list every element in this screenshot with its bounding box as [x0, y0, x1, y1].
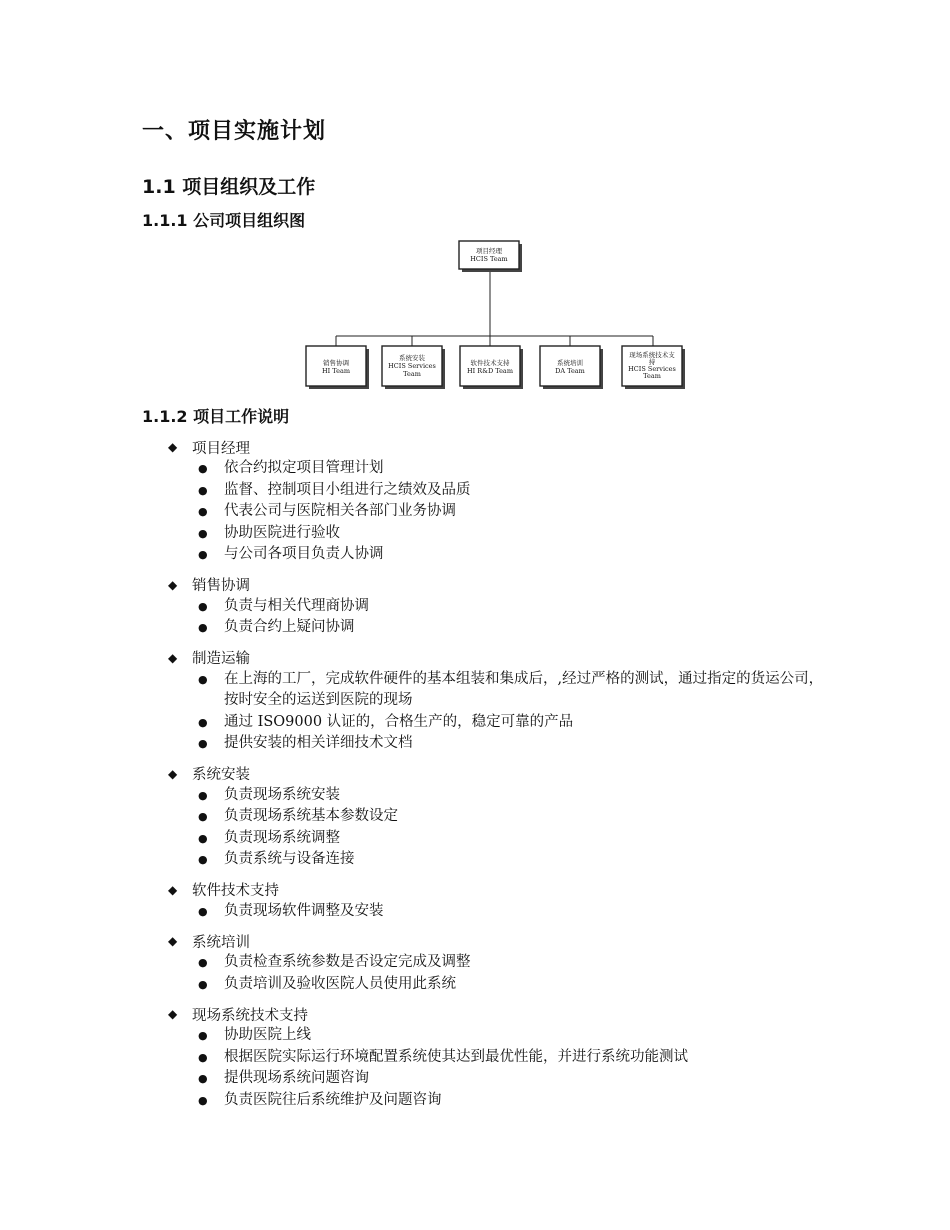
list-item-text: 监督、控制项目小组进行之绩效及品质 — [224, 481, 471, 498]
list-item-text: 代表公司与医院相关各部门业务协调 — [224, 503, 456, 519]
org-node-team: HCIS Services — [628, 365, 676, 373]
list-item-text: 负责培训及验收医院人员使用此系统 — [224, 975, 456, 992]
work-item-list — [168, 952, 828, 995]
bullet-dot-icon: ● — [198, 977, 208, 991]
list-item — [168, 458, 828, 480]
org-node-label: 系统培训 — [557, 359, 583, 367]
work-section — [168, 763, 828, 871]
work-section-title: 现场系统技术支持 — [192, 1007, 308, 1024]
list-item — [168, 1090, 828, 1112]
work-section-title: 系统安装 — [192, 767, 250, 783]
org-node-team: HI R&D Team — [467, 367, 513, 375]
list-item-text: 负责现场系统安装 — [224, 786, 340, 803]
list-item — [168, 1068, 828, 1090]
list-item — [168, 806, 828, 828]
org-node-field-support — [622, 346, 685, 389]
list-item-text: 负责现场软件调整及安装 — [224, 902, 384, 919]
list-item-text: 依合约拟定项目管理计划 — [224, 460, 384, 476]
page-title: 一、项目实施计划 — [142, 119, 327, 144]
list-item — [168, 617, 828, 639]
work-item-list — [168, 669, 828, 755]
diamond-bullet-icon: ◆ — [168, 650, 178, 665]
bullet-dot-icon: ● — [198, 672, 208, 686]
subsection-heading-org: 1.1.1 公司项目组织图 — [142, 211, 306, 230]
list-item — [168, 785, 828, 807]
list-item-text: 协助医院上线 — [224, 1027, 311, 1043]
org-node-team: HCIS Services — [388, 362, 436, 370]
list-item — [168, 901, 828, 923]
work-section-header — [168, 930, 828, 952]
org-node-sales — [306, 346, 369, 389]
list-item-text: 负责与相关代理商协调 — [224, 597, 369, 614]
work-item-list — [168, 1025, 828, 1111]
org-node-training — [540, 346, 603, 389]
org-chart — [300, 238, 695, 396]
work-item-list — [168, 596, 828, 639]
work-description-list — [168, 436, 828, 1119]
work-section-header — [168, 763, 828, 785]
list-item-text: 负责合约上疑问协调 — [224, 619, 355, 635]
org-node-label: 现场系统技术支 — [629, 351, 675, 359]
list-item-text: 提供安装的相关详细技术文档 — [224, 735, 413, 751]
list-item — [168, 1047, 828, 1069]
work-section-title: 项目经理 — [192, 440, 250, 457]
bullet-dot-icon: ● — [198, 715, 208, 729]
list-item-text: 负责现场系统基本参数设定 — [224, 808, 398, 824]
work-section — [168, 930, 828, 995]
list-item-text: 负责医院往后系统维护及问题咨询 — [224, 1091, 442, 1108]
bullet-dot-icon: ● — [198, 599, 208, 613]
work-section — [168, 1003, 828, 1111]
bullet-dot-icon: ● — [198, 1050, 208, 1064]
work-section-title: 系统培训 — [192, 934, 250, 951]
bullet-dot-icon: ● — [198, 956, 208, 969]
bullet-dot-icon: ● — [198, 788, 208, 802]
list-item — [168, 596, 828, 618]
org-node-team: HI Team — [321, 367, 351, 375]
bullet-dot-icon: ● — [198, 1093, 208, 1107]
work-section-header — [168, 574, 828, 596]
org-node-root-team: HCIS Team — [470, 255, 508, 263]
subsection-heading-work: 1.1.2 项目工作说明 — [142, 407, 290, 426]
list-item — [168, 849, 828, 871]
list-item — [168, 1025, 828, 1047]
org-node-label: 销售协调 — [323, 359, 349, 367]
bullet-dot-icon: ● — [198, 483, 208, 497]
org-node-team-cont: Team — [403, 370, 421, 378]
list-item-text: 根据医院实际运行环境配置系统使其达到最优性能，并进行系统功能测试 — [224, 1048, 688, 1065]
org-node-label-cont: 持 — [648, 358, 656, 366]
work-section-title: 软件技术支持 — [192, 883, 279, 899]
diamond-bullet-icon: ◆ — [168, 1007, 178, 1021]
org-node-label: 系统安装 — [399, 354, 425, 362]
diamond-bullet-icon: ◆ — [168, 766, 178, 781]
bullet-dot-icon: ● — [198, 505, 208, 518]
diamond-bullet-icon: ◆ — [168, 440, 178, 454]
bullet-dot-icon: ● — [198, 621, 208, 634]
list-item-text: 负责检查系统参数是否设定完成及调整 — [224, 954, 471, 970]
org-node-label: 软件技术支持 — [470, 359, 510, 367]
diamond-bullet-icon: ◆ — [168, 934, 178, 948]
work-section — [168, 647, 828, 755]
bullet-dot-icon: ● — [198, 462, 208, 475]
org-node-root-title: 项目经理 — [476, 247, 502, 255]
list-item — [168, 712, 828, 734]
work-section — [168, 436, 828, 566]
list-item-text: 通过 ISO9000 认证的，合格生产的，稳定可靠的产品 — [224, 713, 574, 730]
work-section-title: 销售协调 — [192, 578, 250, 594]
work-section-header — [168, 647, 828, 669]
list-item — [168, 669, 828, 712]
list-item — [168, 544, 828, 566]
org-node-team-cont: Team — [643, 372, 661, 380]
bullet-dot-icon: ● — [198, 831, 208, 845]
bullet-dot-icon: ● — [198, 548, 208, 561]
list-item-text: 与公司各项目负责人协调 — [224, 546, 384, 562]
diamond-bullet-icon: ◆ — [168, 577, 178, 592]
work-section-header — [168, 879, 828, 901]
work-section-header — [168, 1003, 828, 1025]
list-item-text: 提供现场系统问题咨询 — [224, 1070, 369, 1086]
work-item-list — [168, 458, 828, 566]
list-item — [168, 828, 828, 850]
bullet-dot-icon: ● — [198, 1029, 208, 1042]
diamond-bullet-icon: ◆ — [168, 882, 178, 897]
list-item — [168, 523, 828, 545]
work-item-list — [168, 901, 828, 923]
list-item — [168, 952, 828, 974]
list-item — [168, 733, 828, 755]
org-node-team: DA Team — [555, 367, 585, 375]
list-item — [168, 501, 828, 523]
work-section — [168, 879, 828, 923]
work-section-title: 制造运输 — [192, 651, 250, 667]
bullet-dot-icon: ● — [198, 810, 208, 823]
org-node-install — [382, 346, 445, 389]
org-node-software-support — [460, 346, 523, 389]
bullet-dot-icon: ● — [198, 853, 208, 866]
section-heading: 1.1 项目组织及工作 — [142, 176, 316, 198]
bullet-dot-icon: ● — [198, 904, 208, 918]
list-item-text: 负责现场系统调整 — [224, 829, 340, 846]
list-item — [168, 480, 828, 502]
work-section — [168, 574, 828, 639]
work-item-list — [168, 785, 828, 871]
work-section-header — [168, 436, 828, 458]
list-item-text: 协助医院进行验收 — [224, 524, 340, 541]
org-node-root — [459, 241, 522, 272]
bullet-dot-icon: ● — [198, 526, 208, 540]
list-item-text: 在上海的工厂，完成软件硬件的基本组装和集成后，,经过严格的测试，通过指定的货运公司，按时安全的运送到医院的现场 — [224, 670, 824, 708]
bullet-dot-icon: ● — [198, 737, 208, 750]
bullet-dot-icon: ● — [198, 1072, 208, 1085]
list-item — [168, 974, 828, 996]
list-item-text: 负责系统与设备连接 — [224, 851, 355, 867]
